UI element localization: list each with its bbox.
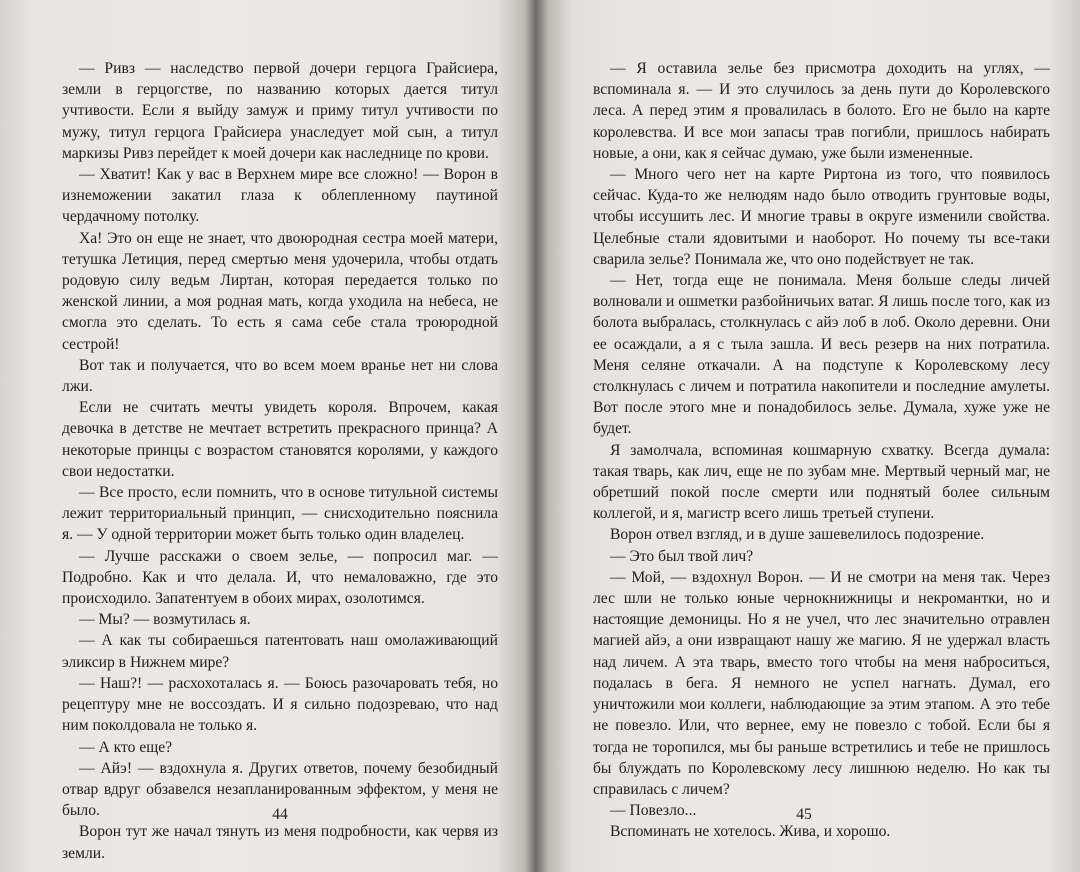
paragraph: — А кто еще?	[79, 738, 173, 756]
page-number: 45	[796, 806, 812, 823]
paragraph: Вот так и получается, что во всем моем вранье нет ни слова лжи.	[62, 356, 498, 396]
paragraph: — Ривз — наследство первой дочери герцога Грайсиера, земли в герцогстве, по названию которых дается титул учтивости. Если я выйду замуж и приму титул учтивости по мужу, титул герцога Грайсиера унаследует мой сын, а титул маркизы Ривз перейдет к моей дочери как наследнице по крови.	[62, 60, 498, 162]
paragraph: — Нет, тогда еще не понимала. Меня больше следы личей волновали и ошметки разбойничьих ватаг. Я лишь после того, как из болота выбралась, столкнулась с айэ лоб в лоб. Около деревни. Они ее осаждали, а я с тыла зашла. И весь резерв на них потратила. Меня селяне откачали. А на подступе к Королевскому лесу столкнулась с личем и потратила накопители и последние амулеты. Вот после этого мне и понадобилось зелье. Думала, хуже уже не будет.	[593, 272, 1050, 438]
paragraph: — Мы? — возмутилась я.	[79, 611, 251, 629]
paragraph: Если не считать мечты увидеть короля. Впрочем, какая девочка в детстве не мечтает встретить прекрасного принца? А некоторые принцы с возрастом становятся королями, у каждого свои недостатки.	[62, 399, 498, 480]
paragraph: — Это был твой лич?	[610, 547, 754, 565]
paragraph: — Повезло...	[610, 802, 697, 820]
paragraph: — Наш?! — расхохоталась я. — Боюсь разочаровать тебя, но рецептуру мне не воссоздать. И я сильно подозреваю, что над ним поколдовала не только я.	[62, 674, 498, 735]
page-number: 44	[272, 806, 288, 823]
paragraph: — Хватит! Как у вас в Верхнем мире все сложно! — Ворон в изнеможении закатил глаза к облепленному паутиной чердачному потолку.	[62, 166, 498, 226]
paragraph: — Я оставила зелье без присмотра доходить на углях, — вспоминала я. — И это случилось за день пути до Королевского леса. А перед этим я провалилась в болото. Его не было на карте королевства. И все мои запасы трав погибли, пришлось набирать новые, а они, как я сейчас думаю, уже были измененные.	[593, 60, 1050, 162]
right-page-text	[593, 58, 1050, 843]
paragraph: Ха! Это он еще не знает, что двоюродная сестра моей матери, тетушка Летиция, перед смертью меня удочерила, чтобы отдать родовую силу ведьм Лиртан, которая передается только по женской линии, а моя родная мать, когда уходила на небеса, не смогла это сделать. То есть я сама себе стала троюродной сестрой!	[62, 229, 498, 353]
paragraph: — Айэ! — вздохнула я. Других ответов, почему безобидный отвар вдруг обзавелся незапланированным эффектом, у меня не было.	[62, 759, 498, 820]
left-page-text	[62, 58, 498, 864]
paragraph: Вспоминать не хотелось. Жива, и хорошо.	[610, 823, 891, 841]
paragraph: — Много чего нет на карте Риртона из того, что появилось сейчас. Куда-то же нелюдям надо было отводить грунтовые воды, чтобы иссушить лес. И многие травы в округе изменили свойства. Целебные стали ядовитыми и наоборот. Но почему ты все-таки сварила зелье? Понимала же, что оно подействует не так.	[593, 166, 1050, 268]
paragraph: — А как ты собираешься патентовать наш омолаживающий эликсир в Нижнем мире?	[62, 632, 498, 671]
paragraph: — Мой, — вздохнул Ворон. — И не смотри на меня так. Через лес шли не только юные чернокнижницы и некромантки, но и настоящие демоницы. Но я не учел, что лес значительно отравлен магией айэ, а они извращают нашу же магию. Я не удержал власть над личем. А эта тварь, вместо того чтобы на меня наброситься, подалась в бега. Я немного не успел нагнать. Думал, его уничтожили мои коллеги, наблюдающие за этим этапом. А это тебе не повезло. Или, что вернее, ему не повезло с тобой. Если бы я тогда не торопился, мы бы раньше встретились и тебе не пришлось бы блуждать по Королевскому лесу лишнюю неделю. Но как ты справилась с личем?	[593, 568, 1050, 798]
paragraph: — Все просто, если помнить, что в основе титульной системы лежит территориальный принцип, — снисходительно пояснила я. — У одной территории может быть только один владелец.	[62, 484, 498, 544]
paragraph: Ворон тут же начал тянуть из меня подробности, как червя из земли.	[62, 823, 498, 862]
right-page	[540, 0, 1080, 872]
paragraph: Я замолчала, вспоминая кошмарную схватку. Всегда думала: такая тварь, как лич, еще не по зубам мне. Мертвый черный маг, не обретший покой после смерти или поднятый более сильным коллегой, и я, магистр всего лишь третьей ступени.	[593, 441, 1050, 523]
paragraph: Ворон отвел взгляд, и в душе зашевелилось подозрение.	[610, 526, 985, 544]
paragraph: — Лучше расскажи о своем зелье, — попросил маг. — Подробно. Как и что делала. И, что немаловажно, где это происходило. Запатентуем в обоих мирах, озолотимся.	[62, 547, 498, 608]
